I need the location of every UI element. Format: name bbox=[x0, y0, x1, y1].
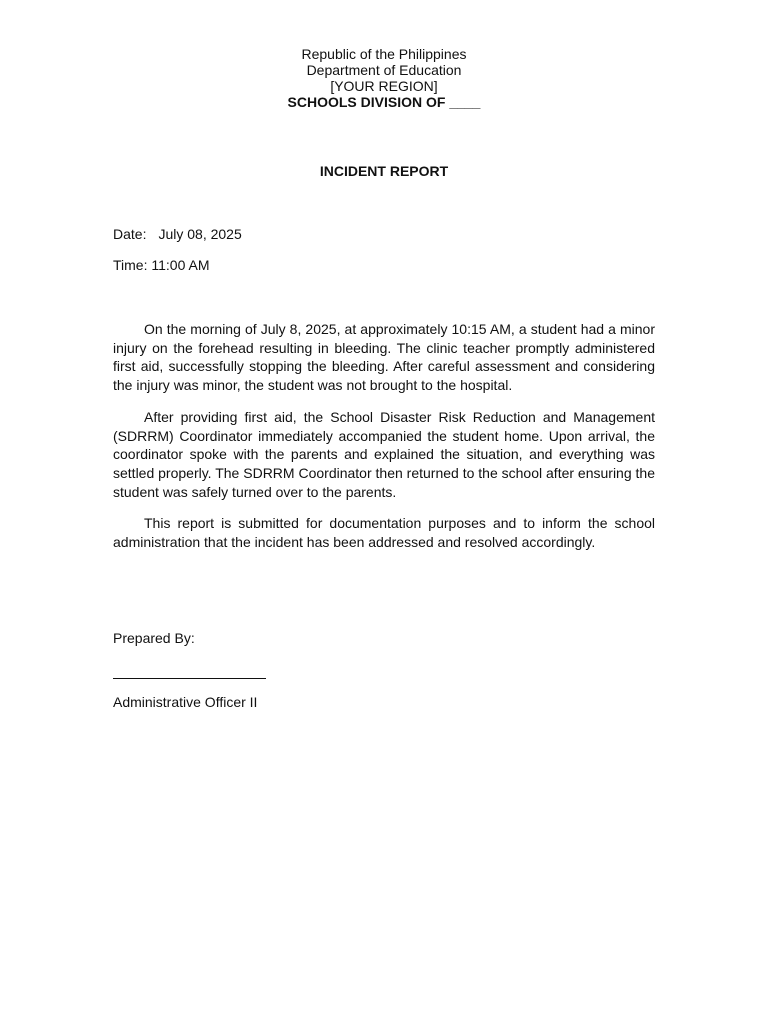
report-body bbox=[113, 320, 655, 565]
prepared-by-label: Prepared By: bbox=[113, 630, 195, 646]
paragraph-incident: On the morning of July 8, 2025, at approximately 10:15 AM, a student had a minor injury on the forehead resulting in bleeding. The clinic teacher promptly administered first aid, successfully stopping the bleeding. After careful assessment and considering the injury was minor, the student was not brought to the hospital. bbox=[113, 321, 655, 394]
time-row bbox=[113, 257, 210, 273]
paragraph-followup: After providing first aid, the School Disaster Risk Reduction and Management (SDRRM) Coordinator immediately accompanied the student home. Upon arrival, the coordinator spoke with the parents and explained the situation, and everything was settled properly. The SDRRM Coordinator then returned to the school after ensuring the student was safely turned over to the parents. bbox=[113, 408, 655, 500]
signatory-position: Administrative Officer II bbox=[113, 694, 258, 710]
header-department: Department of Education bbox=[306, 62, 462, 78]
header-region: [YOUR REGION] bbox=[330, 78, 438, 94]
paragraph-purpose: This report is submitted for documentation purposes and to inform the school administration that the incident has been addressed and resolved accordingly. bbox=[113, 515, 655, 551]
time-value: 11:00 AM bbox=[151, 257, 210, 273]
header-republic: Republic of the Philippines bbox=[301, 46, 467, 62]
document-header bbox=[0, 46, 768, 110]
date-value: July 08, 2025 bbox=[158, 226, 242, 242]
date-row bbox=[113, 226, 242, 242]
signature-line bbox=[113, 678, 266, 679]
document-title: INCIDENT REPORT bbox=[319, 163, 449, 179]
header-division: SCHOOLS DIVISION OF ____ bbox=[287, 94, 481, 110]
date-label: Date: bbox=[113, 226, 147, 242]
time-label: Time: bbox=[113, 257, 148, 273]
